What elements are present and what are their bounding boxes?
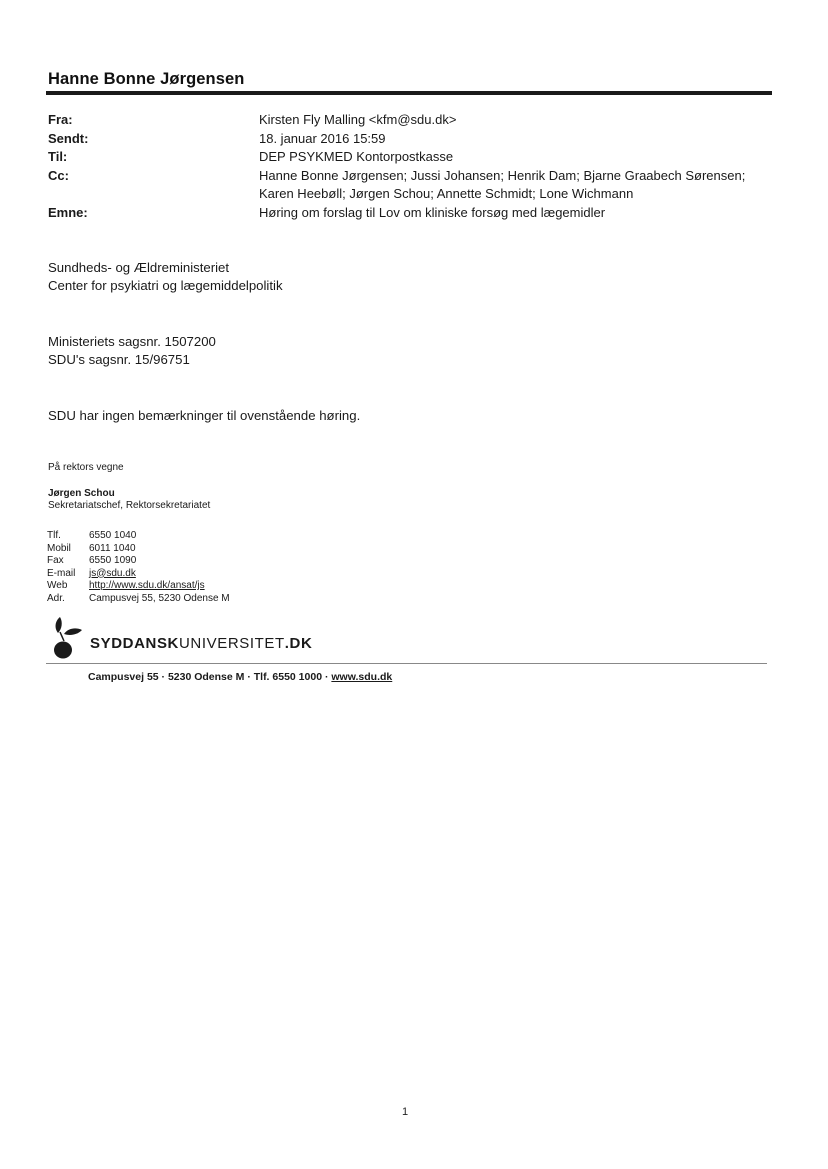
header-divider [46,91,772,95]
adr-label: Adr. [47,592,65,604]
recipient-line-1: Sundheds- og Ældreministeriet [48,260,230,275]
ministry-case-number: Ministeriets sagsnr. 1507200 [48,334,216,349]
contact-tlf [47,530,230,543]
signature-name: Jørgen Schou [48,488,115,499]
fax-value: 6550 1090 [89,555,137,566]
mobil-value: 6011 1040 [89,542,136,554]
contact-fax [47,555,230,568]
page-number: 1 [402,1106,409,1118]
to-label: Til: [48,149,68,164]
sdu-case-number: SDU's sagsnr. 15/96751 [48,352,190,367]
sent-value: 18. januar 2016 15:59 [259,131,386,146]
footer-address: Campusvej 55 · 5230 Odense M · Tlf. 6550 1000 · [88,671,332,683]
recipient-line-2: Center for psykiatri og lægemiddelpolitik [48,278,283,293]
contact-email [47,568,230,581]
web-link[interactable]: http://www.sdu.dk/ansat/js [89,580,205,591]
subject-value: Høring om forslag til Lov om kliniske forsøg med lægemidler [259,205,606,220]
cc-value-line1: Hanne Bonne Jørgensen; Jussi Johansen; Henrik Dam; Bjarne Graabech Sørensen; [259,168,746,183]
sent-label: Sendt: [48,131,89,146]
email-label: E-mail [47,567,76,579]
subject-label: Emne: [48,205,88,220]
recipient-block [48,259,283,295]
from-value: Kirsten Fly Malling <kfm@sdu.dk> [259,112,457,127]
case-numbers [48,333,216,369]
fax-label: Fax [47,555,64,566]
mailbox-owner-name: Hanne Bonne Jørgensen [48,70,245,88]
from-label: Fra: [48,112,73,127]
message-text: SDU har ingen bemærkninger til ovenstående høring. [48,408,361,423]
on-behalf-text: På rektors vegne [48,462,124,473]
contact-block [47,530,230,605]
cc-label: Cc: [48,168,69,183]
email-link[interactable]: js@sdu.dk [89,567,136,579]
mobil-label: Mobil [47,542,71,554]
footer-website-link[interactable]: www.sdu.dk [331,671,393,683]
contact-web [47,580,230,593]
contact-address [47,593,230,606]
adr-value: Campusvej 55, 5230 Odense M [89,592,230,604]
tlf-label: Tlf. [47,530,61,541]
cc-value-line2: Karen Heebøll; Jørgen Schou; Annette Schmidt; Lone Wichmann [259,186,634,201]
wordmark-light: UNIVERSITET [178,635,285,652]
contact-mobil [47,543,230,556]
signature-title: Sekretariatschef, Rektorsekretariatet [48,500,211,511]
wordmark-suffix: .DK [284,635,313,652]
to-value: DEP PSYKMED Kontorpostkasse [259,149,454,164]
tlf-value: 6550 1040 [89,530,137,541]
sdu-apple-logo-icon [46,612,86,660]
web-label: Web [47,580,68,591]
footer-divider [46,663,767,664]
sdu-wordmark [90,635,312,652]
wordmark-bold: SYDDANSK [90,635,179,652]
footer-address-line [88,671,392,683]
